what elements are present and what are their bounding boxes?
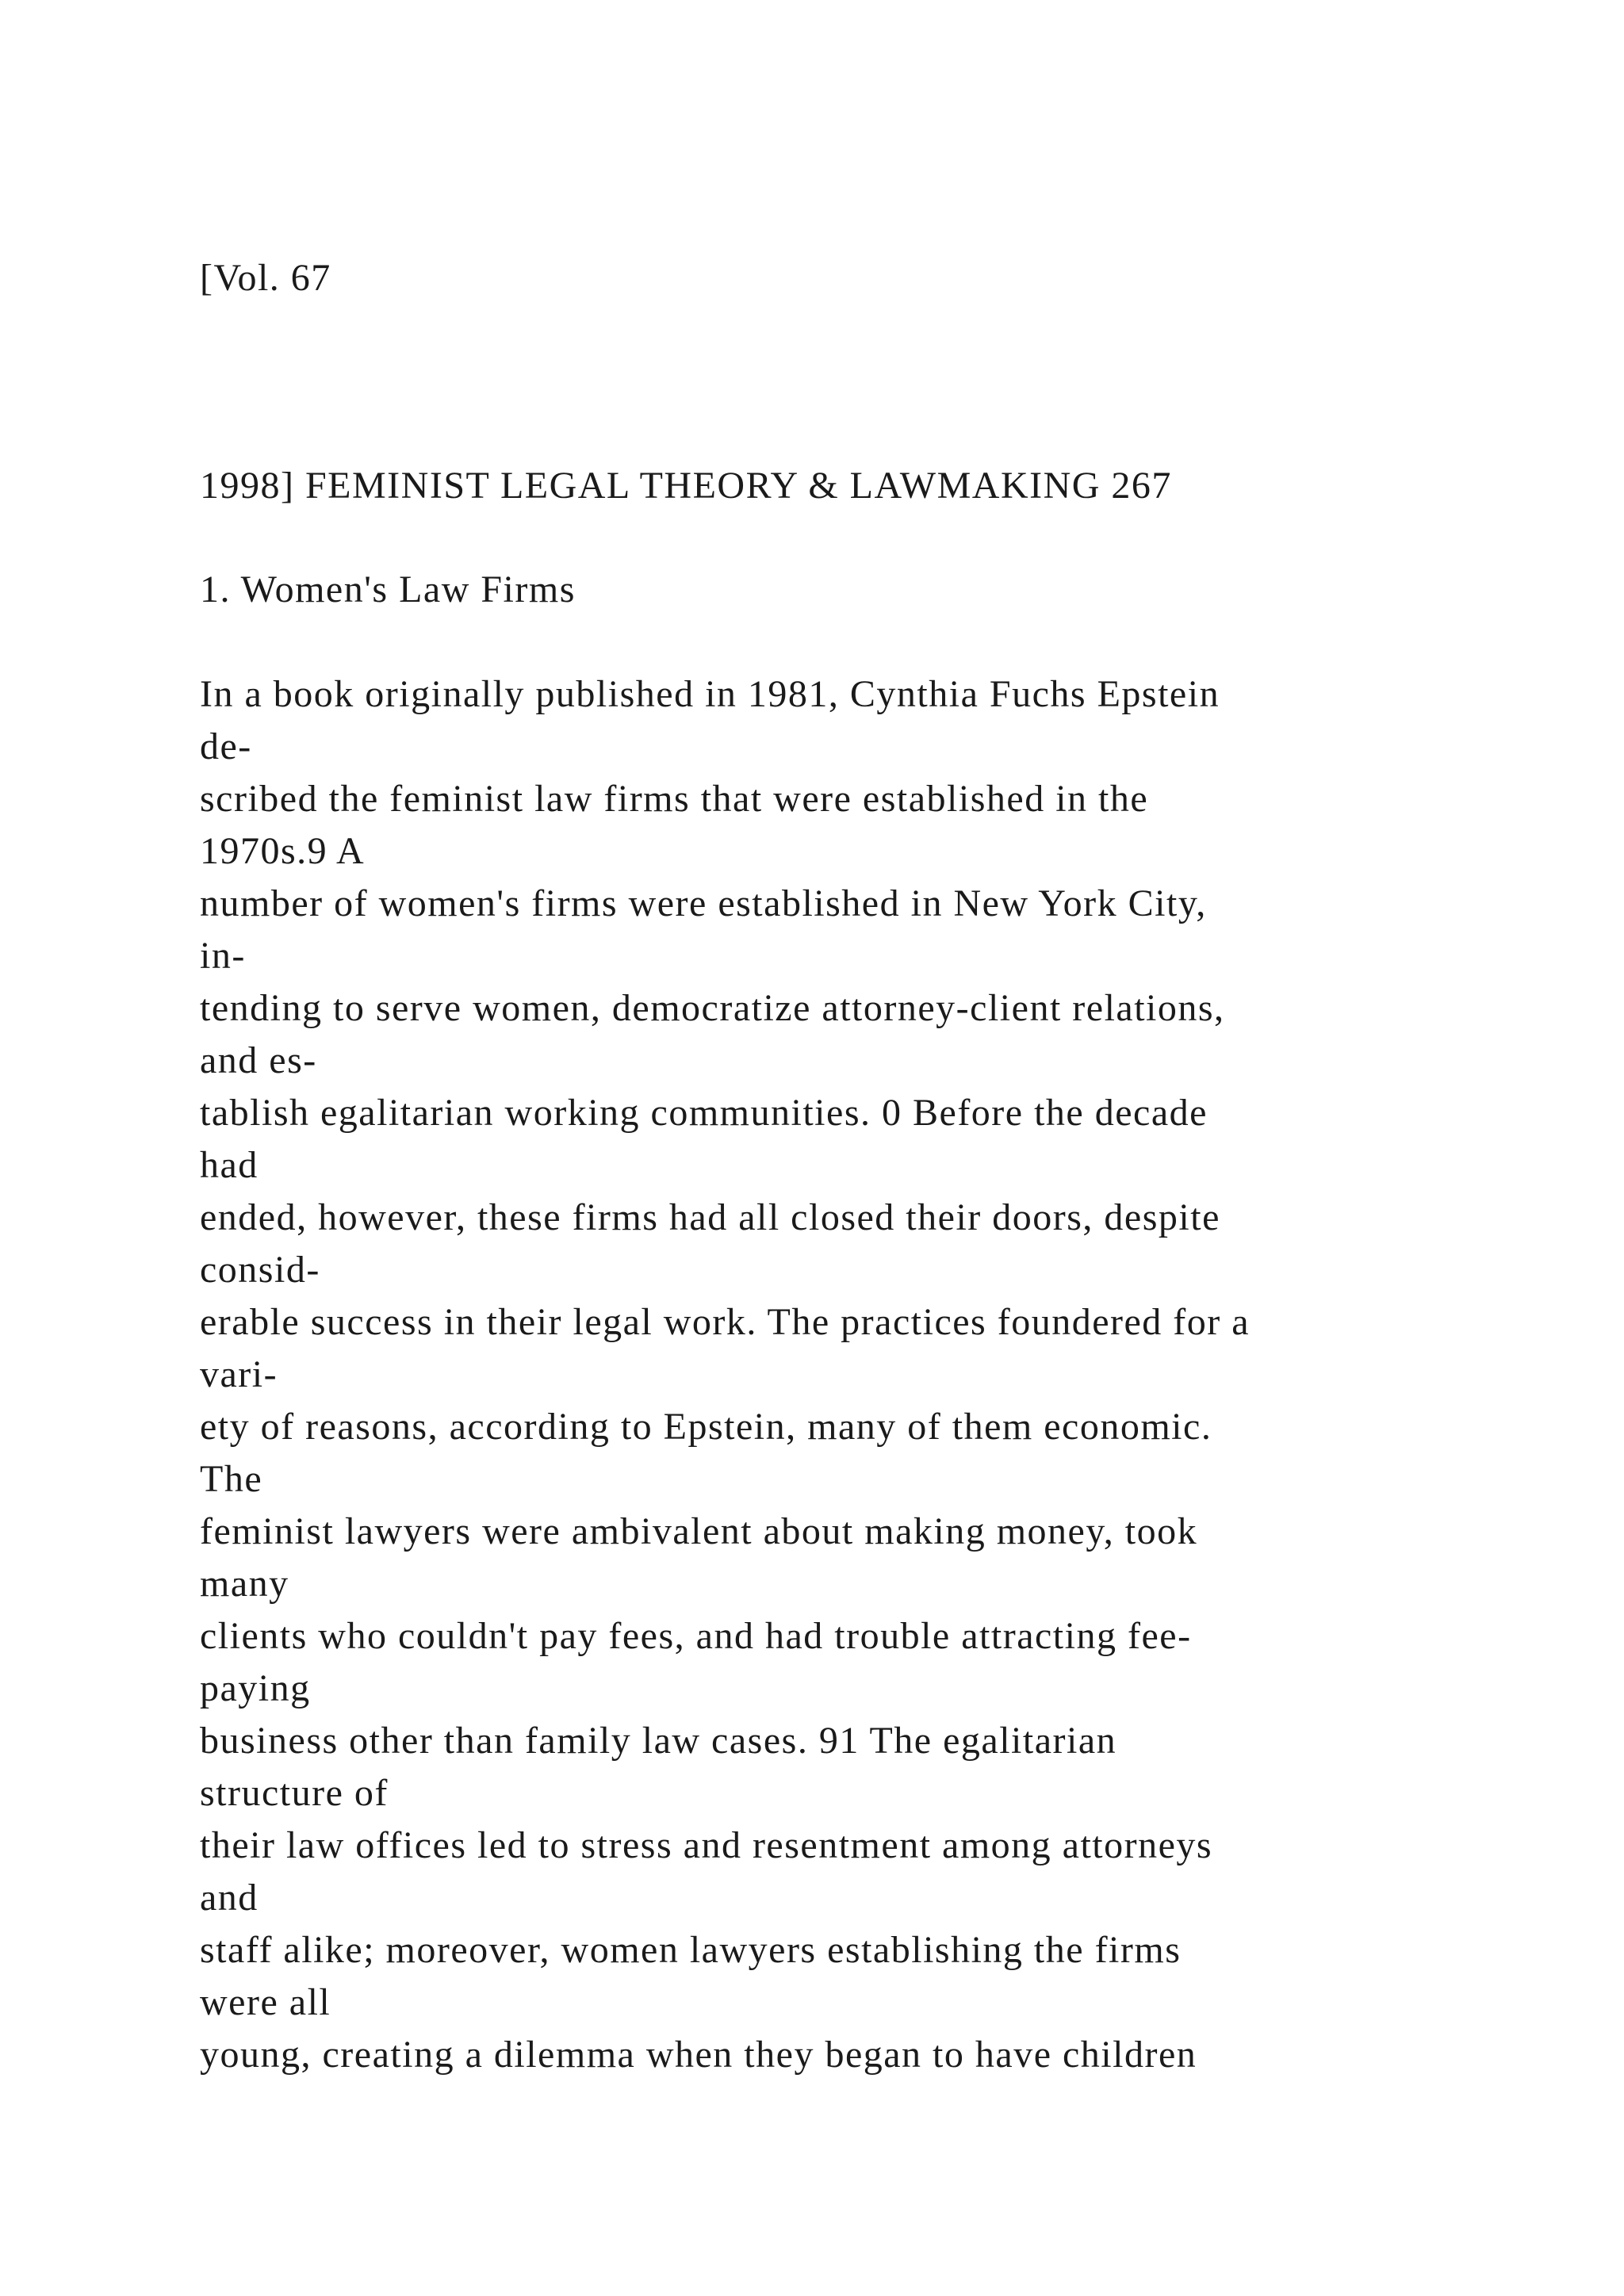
- text-line: vari-: [200, 1353, 278, 1395]
- text-line: staff alike; moreover, women lawyers establishing the firms: [200, 1929, 1182, 1971]
- text-line: feminist lawyers were ambivalent about making money, took: [200, 1510, 1198, 1552]
- text-line: structure of: [200, 1772, 389, 1814]
- text-line: consid-: [200, 1249, 320, 1291]
- text-line: erable success in their legal work. The practices foundered for a: [200, 1301, 1251, 1343]
- text-line: paying: [200, 1667, 311, 1709]
- text-line: young, creating a dilemma when they began to have children: [200, 2034, 1197, 2076]
- volume-label: [Vol. 67: [200, 257, 331, 299]
- text-line: ended, however, these firms had all closed their doors, despite: [200, 1196, 1220, 1238]
- section-heading: 1. Women's Law Firms: [200, 568, 576, 610]
- text-line: business other than family law cases. 91 The egalitarian: [200, 1720, 1117, 1762]
- text-line: tablish egalitarian working communities. 0 Before the decade: [200, 1092, 1208, 1134]
- text-line: many: [200, 1563, 289, 1605]
- text-line: and: [200, 1877, 259, 1919]
- text-line: tending to serve women, democratize attorney-client relations,: [200, 987, 1225, 1029]
- text-line: and es-: [200, 1039, 317, 1081]
- text-line: ety of reasons, according to Epstein, many of them economic.: [200, 1406, 1212, 1448]
- text-line: de-: [200, 725, 252, 767]
- text-line: clients who couldn't pay fees, and had trouble attracting fee-: [200, 1615, 1192, 1657]
- text-line: scribed the feminist law firms that were established in the: [200, 778, 1149, 820]
- text-line: number of women's firms were established in New York City,: [200, 882, 1207, 924]
- text-line: their law offices led to stress and resentment among attorneys: [200, 1824, 1213, 1866]
- text-line: had: [200, 1144, 259, 1186]
- text-line: were all: [200, 1981, 331, 2023]
- text-line: 1970s.9 A: [200, 830, 366, 872]
- text-line: in-: [200, 935, 246, 977]
- text-line: The: [200, 1458, 263, 1500]
- running-head: 1998] FEMINIST LEGAL THEORY & LAWMAKING 267: [200, 465, 1172, 507]
- text-line: In a book originally published in 1981, Cynthia Fuchs Epstein: [200, 673, 1220, 715]
